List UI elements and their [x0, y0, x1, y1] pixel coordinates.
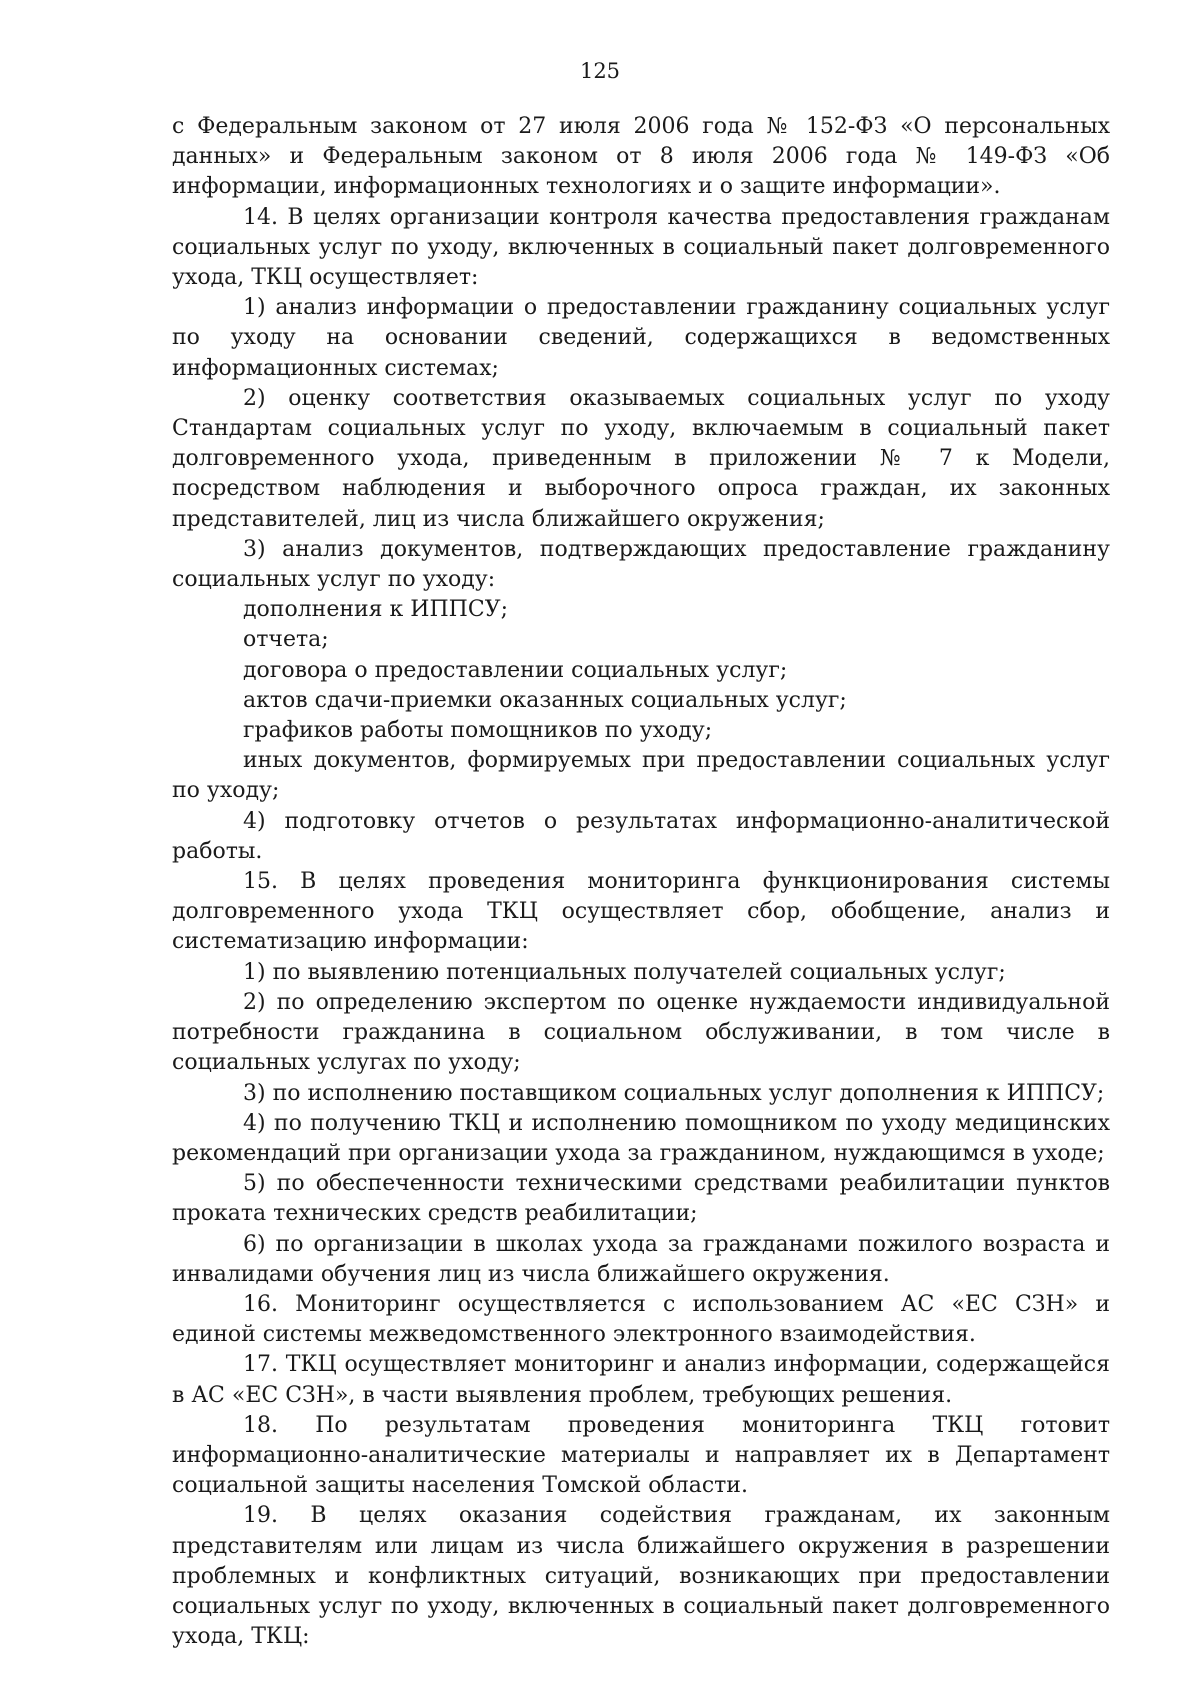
- paragraph: с Федеральным законом от 27 июля 2006 года № 152-ФЗ «О персональных данных» и Федеральным законом от 8 июля 2006 года № 149-ФЗ «Об информации, информационных технологиях и о защите информации».: [172, 114, 1110, 200]
- list-item-14-4: 4) подготовку отчетов о результатах информационно-аналитической работы.: [172, 808, 1110, 864]
- sub-item-ippsu: дополнения к ИППСУ;: [243, 597, 508, 623]
- paragraph-15: 15. В целях проведения мониторинга функционирования системы долговременного ухода ТКЦ осуществляет сбор, обобщение, анализ и систематизацию информации:: [172, 869, 1110, 955]
- list-item-14-3: 3) анализ документов, подтверждающих предоставление гражданину социальных услуг по уходу:: [172, 536, 1110, 593]
- list-item-15-3: 3) по исполнению поставщиком социальных услуг дополнения к ИППСУ;: [243, 1080, 1105, 1106]
- sub-item-other-documents: иных документов, формируемых при предоставлении социальных услуг по уходу;: [172, 748, 1110, 804]
- paragraph-19: 19. В целях оказания содействия гражданам, их законным представителям или лицам из числа ближайшего окружения в разрешении проблемных и конфликтных ситуаций, возникающих при предоставлении социальных услуг по уходу, включенных в социальный пакет долговременного ухода, ТКЦ:: [172, 1503, 1110, 1650]
- sub-item-contract: договора о предоставлении социальных услуг;: [243, 657, 788, 683]
- list-item-14-1: 1) анализ информации о предоставлении гражданину социальных услуг по уходу на основании сведений, содержащихся в ведомственных информационных системах;: [172, 295, 1110, 381]
- paragraph-14: 14. В целях организации контроля качества предоставления гражданам социальных услуг по уходу, включенных в социальный пакет долговременного ухода, ТКЦ осуществляет:: [172, 204, 1110, 291]
- document-body: [172, 112, 1110, 1652]
- list-item-14-2: 2) оценку соответствия оказываемых социальных услуг по уходу Стандартам социальных услуг по уходу, включаемым в социальный пакет долговременного ухода, приведенным в приложении № 7 к Модели, посредством наблюдения и выборочного опроса граждан, их законных представителей, лиц из числа ближайшего окружения;: [172, 385, 1110, 532]
- list-item-15-6: 6) по организации в школах ухода за гражданами пожилого возраста и инвалидами обучения лиц из числа ближайшего окружения.: [172, 1231, 1110, 1287]
- list-item-15-2: 2) по определению экспертом по оценке нуждаемости индивидуальной потребности гражданина в социальном обслуживании, в том числе в социальных услугах по уходу;: [172, 989, 1110, 1076]
- sub-item-schedules: графиков работы помощников по уходу;: [243, 718, 713, 744]
- page-number: 125: [579, 59, 621, 83]
- sub-item-acts: актов сдачи-приемки оказанных социальных услуг;: [243, 687, 847, 713]
- list-item-15-4: 4) по получению ТКЦ и исполнению помощником по уходу медицинских рекомендаций при организации ухода за гражданином, нуждающимся в уходе;: [172, 1110, 1110, 1166]
- paragraph-18: 18. По результатам проведения мониторинга ТКЦ готовит информационно-аналитические материалы и направляет их в Департамент социальной защиты населения Томской области.: [172, 1412, 1110, 1499]
- list-item-15-5: 5) по обеспеченности техническими средствами реабилитации пунктов проката технических средств реабилитации;: [172, 1171, 1110, 1227]
- paragraph-16: 16. Мониторинг осуществляется с использованием АС «ЕС СЗН» и единой системы межведомственного электронного взаимодействия.: [172, 1291, 1110, 1348]
- list-item-15-1: 1) по выявлению потенциальных получателей социальных услуг;: [243, 959, 1006, 985]
- sub-item-report: отчета;: [243, 627, 329, 653]
- paragraph-17: 17. ТКЦ осуществляет мониторинг и анализ информации, содержащейся в АС «ЕС СЗН», в части выявления проблем, требующих решения.: [172, 1352, 1110, 1408]
